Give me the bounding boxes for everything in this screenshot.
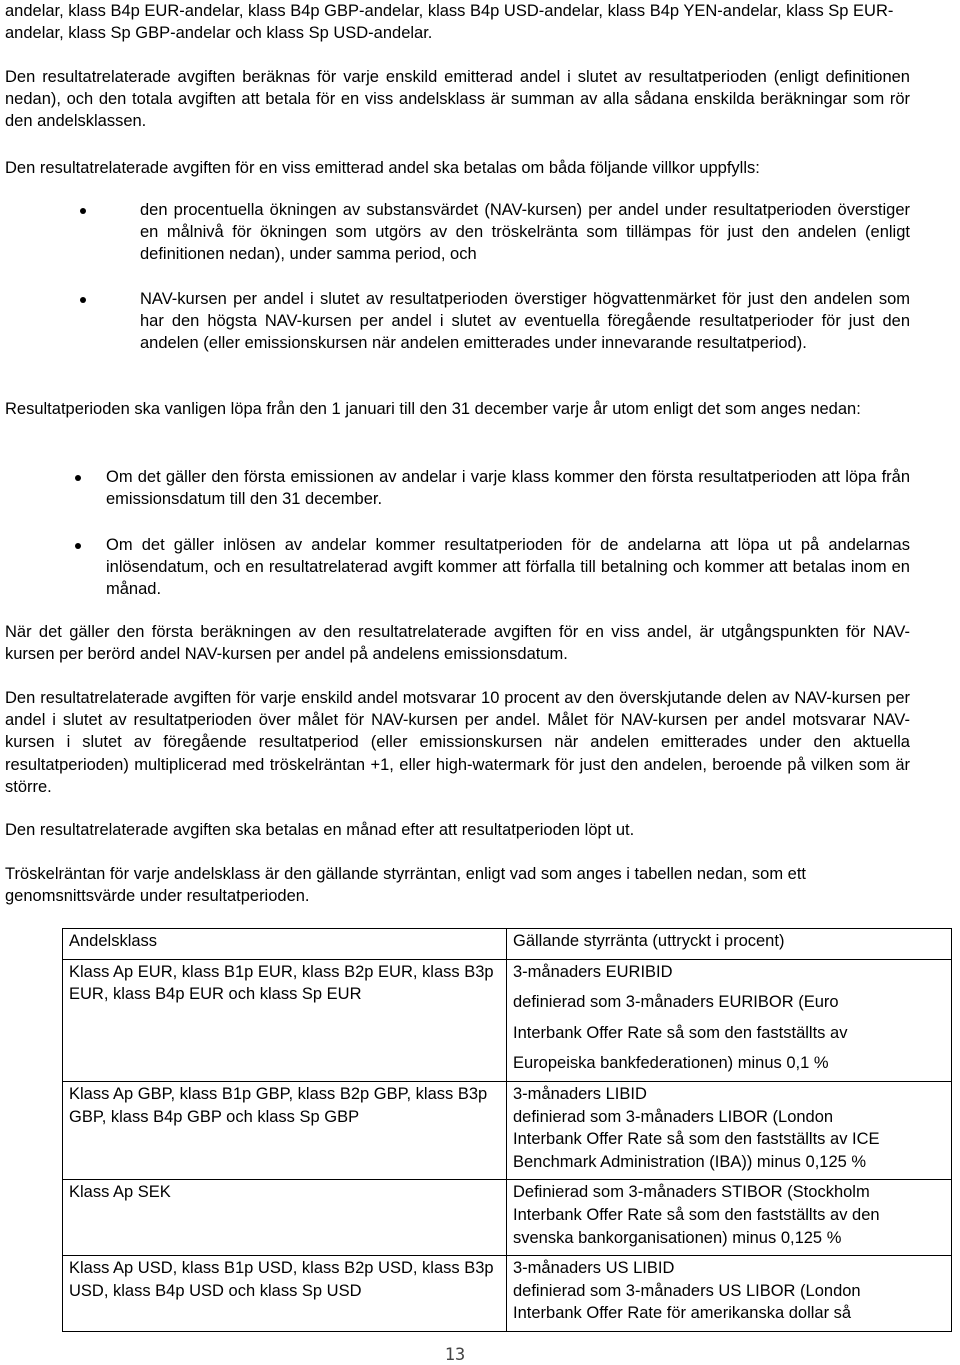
share-class-cell: Klass Ap USD, klass B1p USD, klass B2p USD, klass B3p USD, klass B4p USD och klass Sp USD — [63, 1256, 507, 1332]
table-row — [63, 1081, 952, 1179]
table-header-cell: Gällande styrränta (uttryckt i procent) — [507, 929, 952, 960]
rate-line: definierad som 3-månaders LIBOR (London — [513, 1107, 834, 1126]
reference-rate-cell — [507, 959, 952, 1081]
rate-line: Interbank Offer Rate så som den fastställts av — [513, 1023, 848, 1042]
share-class-cell: Klass Ap EUR, klass B1p EUR, klass B2p EUR, klass B3p EUR, klass B4p EUR och klass Sp EUR — [63, 959, 507, 1081]
rate-line: Interbank Offer Rate så som den fastställts av ICE — [513, 1130, 880, 1149]
condition-item: den procentuella ökningen av substansvärdet (NAV-kursen) per andel under resultatperioden överstiger en målnivå för ökningen som utgörs av den tröskelränta som tillämpas för just den andelen (enligt definitionen nedan), under samma period, och — [140, 201, 910, 264]
table-row — [63, 1256, 952, 1332]
exception-item: Om det gäller den första emissionen av andelar i varje klass kommer den första resultatperioden att löpa från emissionsdatum till den 31 december. — [106, 468, 910, 509]
rate-line: svenska bankorganisationen) minus 0,125 % — [513, 1228, 842, 1247]
reference-rate-cell — [507, 1256, 952, 1332]
rate-line: 3-månaders US LIBID — [513, 1259, 675, 1278]
share-class-cell: Klass Ap GBP, klass B1p GBP, klass B2p GBP, klass B3p GBP, klass B4p GBP och klass Sp GBP — [63, 1081, 507, 1179]
rate-line: 3-månaders EURIBID — [513, 962, 673, 981]
paragraph-result-period: Resultatperioden ska vanligen löpa från den 1 januari till den 31 december varje år utom enligt det som anges nedan: — [5, 400, 861, 418]
table-row — [63, 959, 952, 1081]
share-class-cell: Klass Ap SEK — [63, 1180, 507, 1256]
paragraph-fee-amount: Den resultatrelaterade avgiften för varje enskild andel motsvarar 10 procent av den överskjutande delen av NAV-kursen per andel i slutet av resultatperioden över målet för NAV-kursen per andel. Målet för NAV-kursen per andel motsvarar NAV-kursen i slutet av föregående resultatperiod (eller emissionskursen när andelen emitterades under den aktuella resultatperioden) multiplicerad med tröskelräntan +1, eller high-watermark för just den andelen, beroende på vilken som är större. — [5, 689, 910, 796]
condition-item: NAV-kursen per andel i slutet av resultatperioden överstiger högvattenmärket för just den andelen som har den högsta NAV-kursen per andel i slutet av eventuella föregående resultatperioder för just den andelen (eller emissionskursen när andelen emitterades under innevarande resultatperiod). — [140, 290, 910, 353]
reference-rate-cell — [507, 1180, 952, 1256]
rate-line: definierad som 3-månaders US LIBOR (London — [513, 1281, 861, 1300]
rate-line: definierad som 3-månaders EURIBOR (Euro — [513, 993, 839, 1012]
rate-line: 3-månaders LIBID — [513, 1084, 647, 1103]
reference-rate-cell — [507, 1081, 952, 1179]
rate-line: Definierad som 3-månaders STIBOR (Stockholm — [513, 1183, 870, 1202]
table-header-cell: Andelsklass — [63, 929, 507, 960]
rate-line: Benchmark Administration (IBA)) minus 0,125 % — [513, 1152, 867, 1171]
exception-item: Om det gäller inlösen av andelar kommer resultatperioden för de andelarna att löpa ut på andelarnas inlösendatum, och en resultatrelaterad avgift kommer att förfalla till betalning och kommer att betalas inom en månad. — [106, 536, 910, 599]
rate-line: Europeiska bankfederationen) minus 0,1 % — [513, 1054, 829, 1073]
hurdle-rate-table — [62, 928, 952, 1332]
rate-line: Interbank Offer Rate för amerikanska dollar så — [513, 1304, 852, 1323]
table-header-row — [63, 929, 952, 960]
table-row — [63, 1180, 952, 1256]
bullet-icon — [80, 208, 86, 214]
page-number: 13 — [444, 1345, 466, 1365]
paragraph-first-calculation: När det gäller den första beräkningen av den resultatrelaterade avgiften för en viss andel, är utgångspunkten för NAV-kursen per berörd andel NAV-kursen per andel på andelens emissionsdatum. — [5, 623, 910, 664]
paragraph-hurdle-rate: Tröskelräntan för varje andelsklass är den gällande styrräntan, enligt vad som anges i tabellen nedan, som ett genomsnittsvärde under resultatperioden. — [5, 865, 807, 906]
paragraph-fee-payment: Den resultatrelaterade avgiften ska betalas en månad efter att resultatperioden löpt ut. — [5, 821, 635, 839]
bullet-icon — [75, 475, 81, 481]
paragraph-share-classes: andelar, klass B4p EUR-andelar, klass B4p GBP-andelar, klass B4p USD-andelar, klass B4p YEN-andelar, klass Sp EUR-andelar, klass Sp GBP-andelar och klass Sp USD-andelar. — [5, 2, 894, 43]
bullet-icon — [80, 297, 86, 303]
rate-line: Interbank Offer Rate så som den fastställts av den — [513, 1205, 880, 1224]
paragraph-fee-calculation: Den resultatrelaterade avgiften beräknas för varje enskild emitterad andel i slutet av resultatperioden (enligt definitionen nedan), och den totala avgiften att betala för en viss andelsklass är summan av alla sådana enskilda beräkningar som rör den andelsklassen. — [5, 68, 910, 131]
bullet-icon — [75, 543, 81, 549]
paragraph-fee-conditions-intro: Den resultatrelaterade avgiften för en viss emitterad andel ska betalas om båda följande villkor uppfylls: — [5, 159, 760, 177]
